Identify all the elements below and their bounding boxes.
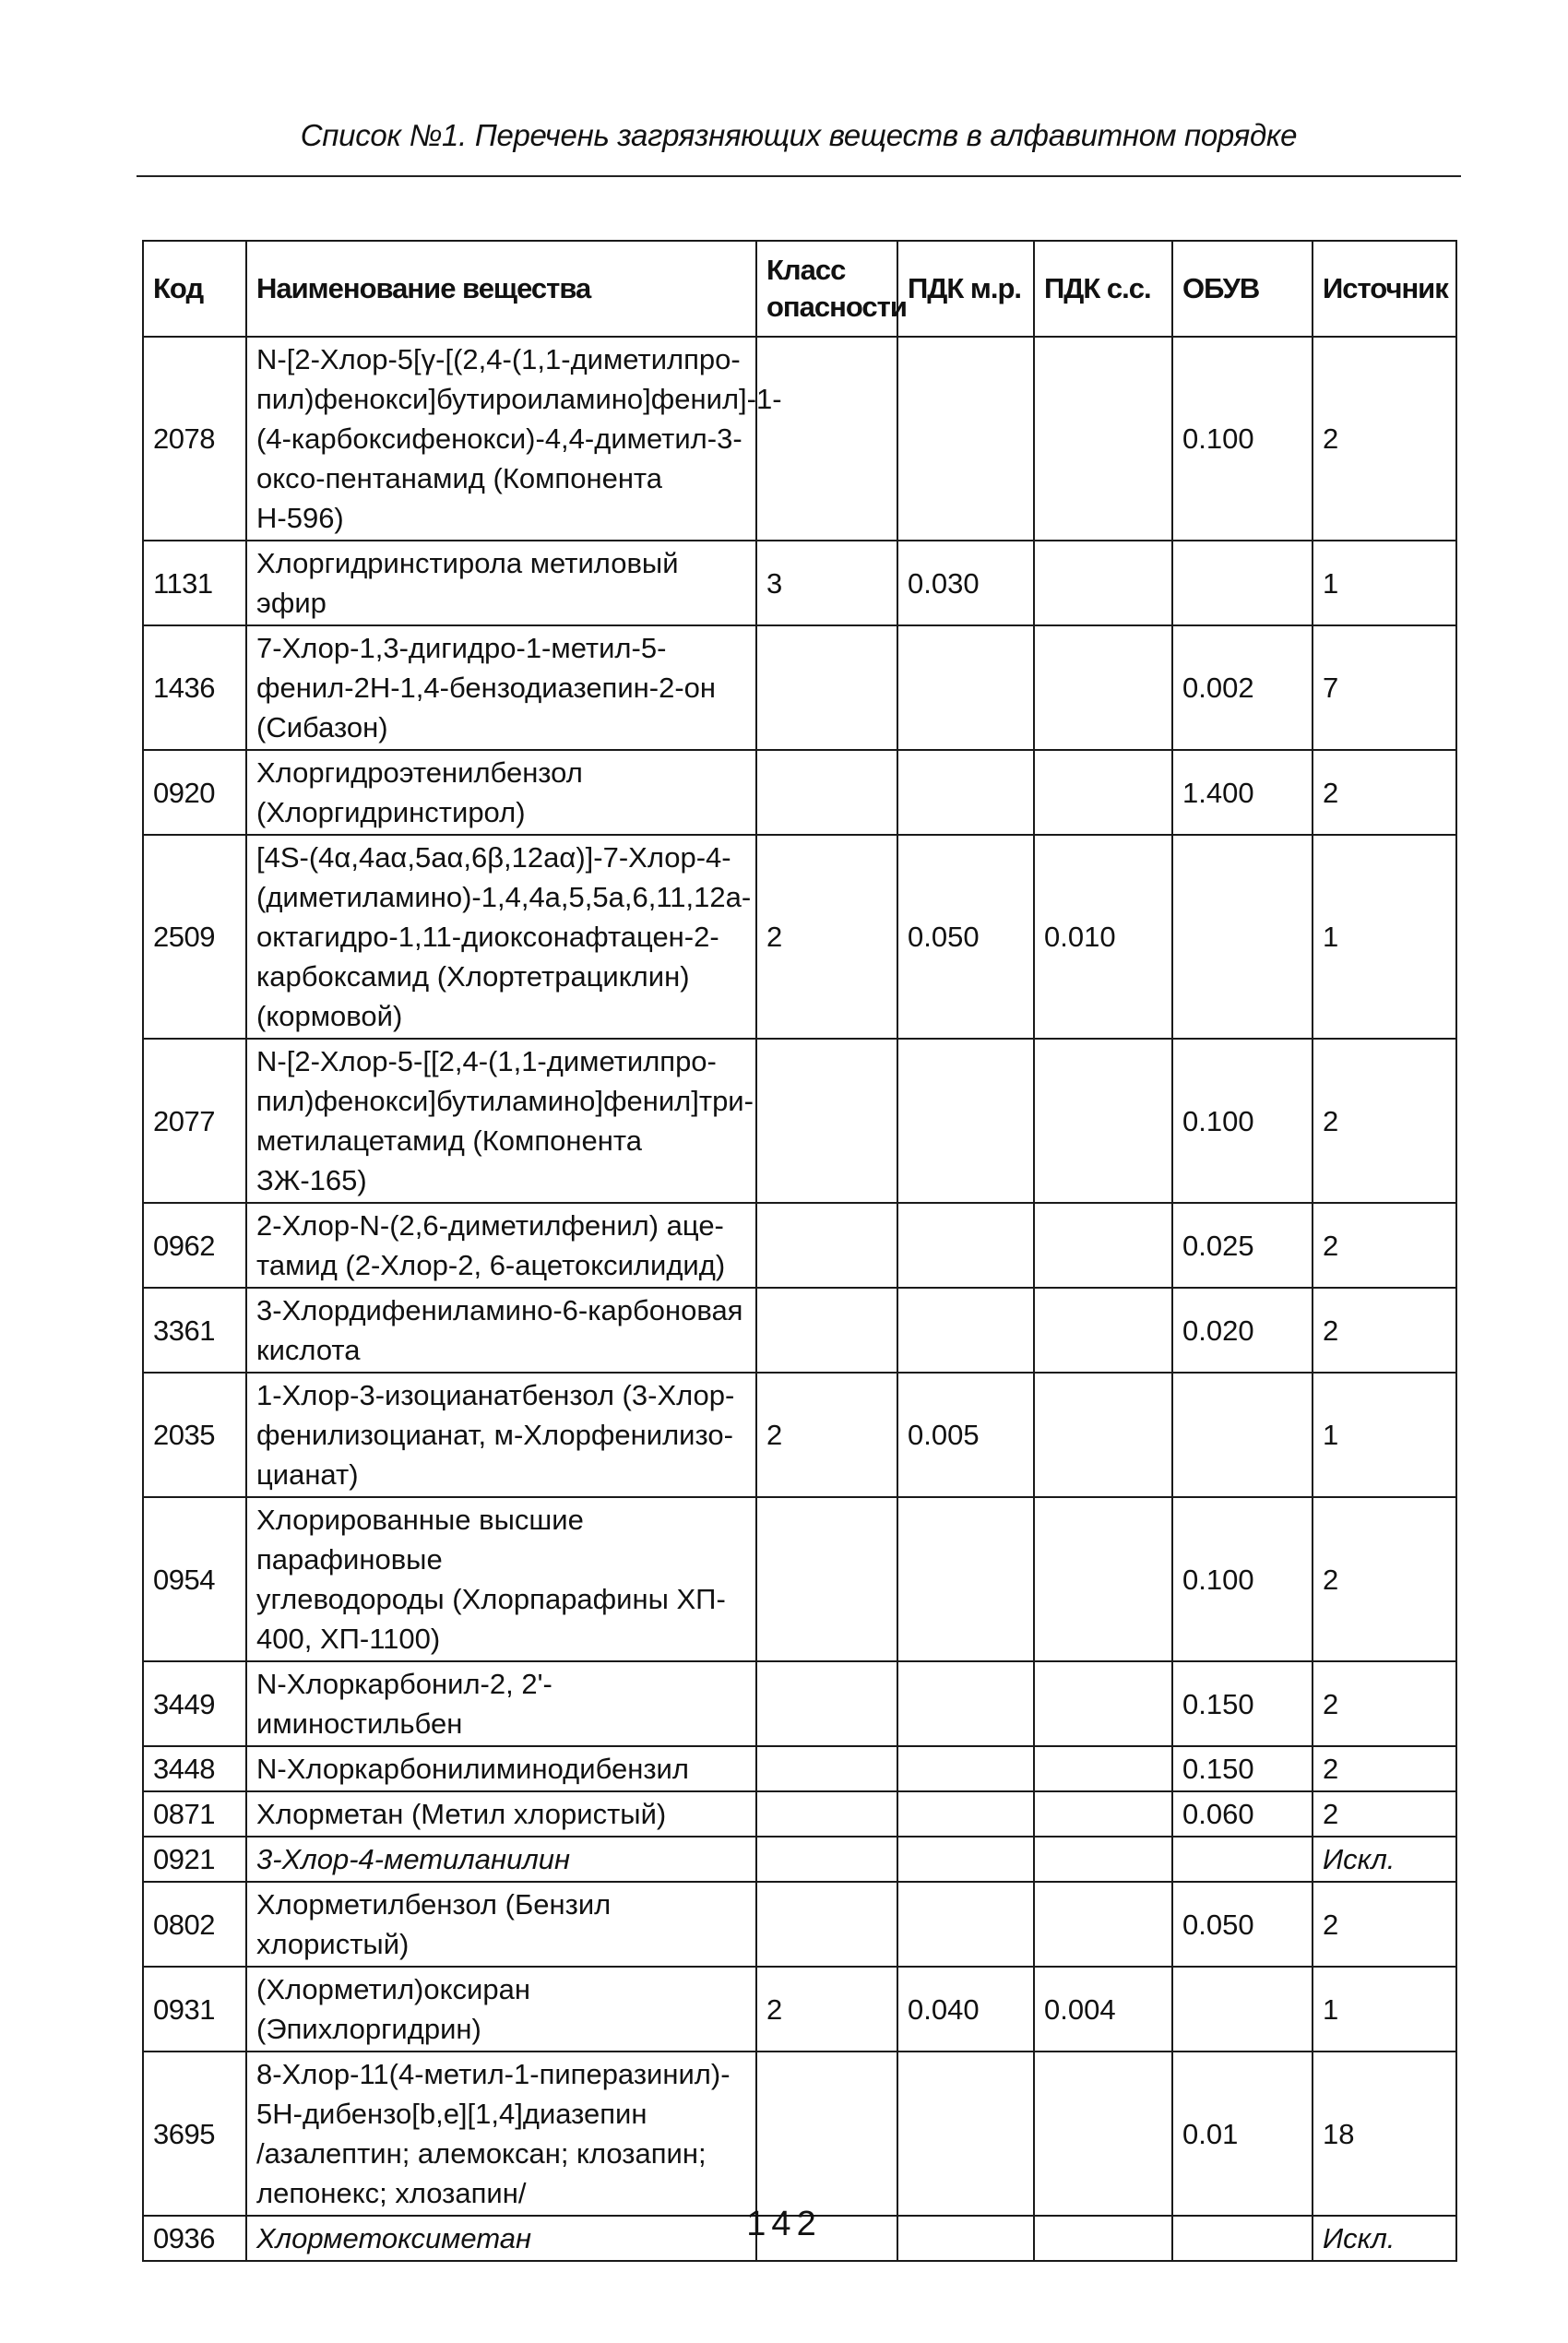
cell-pdk-ss: 0.010 <box>1034 835 1172 1039</box>
cell-source: 2 <box>1313 1039 1456 1203</box>
cell-code: 0802 <box>143 1882 246 1967</box>
cell-pdk-ss <box>1034 2052 1172 2216</box>
cell-source: 2 <box>1313 1497 1456 1661</box>
table-row <box>143 750 1456 835</box>
cell-hazard-class <box>756 337 897 541</box>
table-row <box>143 1497 1456 1661</box>
cell-pdk-ss <box>1034 1373 1172 1497</box>
cell-pdk-mr: 0.050 <box>897 835 1034 1039</box>
column-header-source: Источник <box>1313 241 1456 337</box>
cell-code: 2077 <box>143 1039 246 1203</box>
table-header-row <box>143 241 1456 337</box>
cell-substance-name: N-Хлоркарбонил-2, 2'-иминостильбен <box>246 1661 756 1746</box>
cell-pdk-mr <box>897 1661 1034 1746</box>
cell-obuv: 0.025 <box>1172 1203 1313 1288</box>
cell-hazard-class <box>756 1746 897 1791</box>
cell-obuv: 0.150 <box>1172 1746 1313 1791</box>
cell-source: 7 <box>1313 625 1456 750</box>
table-row <box>143 1288 1456 1373</box>
cell-code: 0921 <box>143 1837 246 1882</box>
cell-obuv: 0.002 <box>1172 625 1313 750</box>
cell-source: 2 <box>1313 1288 1456 1373</box>
column-header-pdk-mr: ПДК м.р. <box>897 241 1034 337</box>
cell-code: 3695 <box>143 2052 246 2216</box>
cell-pdk-ss <box>1034 1039 1172 1203</box>
cell-substance-name: Хлорированные высшие парафиновые углеводороды (Хлорпарафины ХП- 400, ХП-1100) <box>246 1497 756 1661</box>
cell-source: 2 <box>1313 750 1456 835</box>
cell-pdk-ss <box>1034 1288 1172 1373</box>
table-row <box>143 1203 1456 1288</box>
cell-substance-name: Хлорметилбензол (Бензил хлористый) <box>246 1882 756 1967</box>
cell-code: 0920 <box>143 750 246 835</box>
cell-source: 2 <box>1313 1203 1456 1288</box>
cell-pdk-mr <box>897 1882 1034 1967</box>
table-row <box>143 1661 1456 1746</box>
cell-pdk-mr <box>897 1039 1034 1203</box>
cell-hazard-class <box>756 1837 897 1882</box>
cell-source: 1 <box>1313 835 1456 1039</box>
cell-source: 2 <box>1313 337 1456 541</box>
column-header-code: Код <box>143 241 246 337</box>
cell-pdk-mr <box>897 750 1034 835</box>
cell-pdk-mr <box>897 1203 1034 1288</box>
cell-code: 0962 <box>143 1203 246 1288</box>
cell-pdk-mr <box>897 1791 1034 1837</box>
cell-obuv <box>1172 835 1313 1039</box>
cell-substance-name: 3-Хлор-4-метиланилин <box>246 1837 756 1882</box>
cell-code: 0936 <box>143 2216 246 2261</box>
cell-pdk-mr <box>897 1288 1034 1373</box>
cell-obuv: 0.150 <box>1172 1661 1313 1746</box>
cell-obuv: 0.100 <box>1172 1497 1313 1661</box>
cell-code: 0931 <box>143 1967 246 2052</box>
cell-substance-name: N-[2-Хлор-5-[[2,4-(1,1-диметилпро- пил)фенокси]бутиламино]фенил]три- метилацетамид (Компонента ЗЖ-165) <box>246 1039 756 1203</box>
cell-code: 1131 <box>143 541 246 625</box>
cell-obuv <box>1172 1967 1313 2052</box>
header-divider <box>137 175 1461 177</box>
cell-hazard-class: 2 <box>756 1967 897 2052</box>
cell-substance-name: N-Хлоркарбонилиминодибензил <box>246 1746 756 1791</box>
cell-pdk-ss <box>1034 1203 1172 1288</box>
column-header-pdk-ss: ПДК с.с. <box>1034 241 1172 337</box>
cell-hazard-class: 2 <box>756 1373 897 1497</box>
table-row <box>143 1882 1456 1967</box>
cell-code: 3448 <box>143 1746 246 1791</box>
cell-substance-name: (Хлорметил)оксиран (Эпихлоргидрин) <box>246 1967 756 2052</box>
cell-source: 18 <box>1313 2052 1456 2216</box>
page-number: 142 <box>746 2205 822 2243</box>
cell-hazard-class <box>756 1661 897 1746</box>
cell-pdk-mr <box>897 337 1034 541</box>
cell-source: Искл. <box>1313 2216 1456 2261</box>
cell-obuv: 1.400 <box>1172 750 1313 835</box>
cell-source: 1 <box>1313 1967 1456 2052</box>
cell-obuv: 0.060 <box>1172 1791 1313 1837</box>
cell-substance-name: Хлоргидринстирола метиловый эфир <box>246 541 756 625</box>
cell-substance-name: Хлоргидроэтенилбензол (Хлоргидринстирол) <box>246 750 756 835</box>
cell-pdk-mr <box>897 2052 1034 2216</box>
cell-code: 3361 <box>143 1288 246 1373</box>
cell-pdk-ss <box>1034 1661 1172 1746</box>
cell-hazard-class <box>756 750 897 835</box>
cell-pdk-mr: 0.005 <box>897 1373 1034 1497</box>
cell-source: 2 <box>1313 1791 1456 1837</box>
cell-source: 2 <box>1313 1882 1456 1967</box>
table-row <box>143 835 1456 1039</box>
cell-code: 2078 <box>143 337 246 541</box>
cell-hazard-class <box>756 1288 897 1373</box>
cell-code: 0871 <box>143 1791 246 1837</box>
column-header-hazard-class: Класс опасности <box>756 241 897 337</box>
cell-pdk-ss <box>1034 750 1172 835</box>
cell-source: 1 <box>1313 1373 1456 1497</box>
cell-pdk-mr: 0.030 <box>897 541 1034 625</box>
cell-obuv: 0.01 <box>1172 2052 1313 2216</box>
cell-pdk-mr <box>897 1497 1034 1661</box>
cell-pdk-ss <box>1034 625 1172 750</box>
cell-pdk-mr <box>897 625 1034 750</box>
cell-pdk-mr: 0.040 <box>897 1967 1034 2052</box>
column-header-obuv: ОБУВ <box>1172 241 1313 337</box>
cell-code: 0954 <box>143 1497 246 1661</box>
cell-pdk-ss <box>1034 1837 1172 1882</box>
cell-obuv <box>1172 1837 1313 1882</box>
pollutants-table <box>142 240 1457 2262</box>
cell-pdk-ss <box>1034 1882 1172 1967</box>
table-row <box>143 1039 1456 1203</box>
cell-obuv: 0.100 <box>1172 1039 1313 1203</box>
cell-substance-name: 3-Хлордифениламино-6-карбоновая кислота <box>246 1288 756 1373</box>
table-body <box>143 337 1456 2261</box>
table-row <box>143 1373 1456 1497</box>
table-row <box>143 1746 1456 1791</box>
cell-substance-name: 7-Хлор-1,3-дигидро-1-метил-5- фенил-2Н-1,4-бензодиазепин-2-он (Сибазон) <box>246 625 756 750</box>
cell-hazard-class: 2 <box>756 835 897 1039</box>
cell-pdk-ss <box>1034 1791 1172 1837</box>
table-row <box>143 1967 1456 2052</box>
cell-obuv <box>1172 541 1313 625</box>
cell-pdk-ss: 0.004 <box>1034 1967 1172 2052</box>
cell-source: 2 <box>1313 1746 1456 1791</box>
cell-obuv: 0.100 <box>1172 337 1313 541</box>
table-row <box>143 1791 1456 1837</box>
cell-pdk-ss <box>1034 541 1172 625</box>
table-row <box>143 541 1456 625</box>
cell-hazard-class <box>756 1497 897 1661</box>
cell-pdk-ss <box>1034 1497 1172 1661</box>
table-row <box>143 2052 1456 2216</box>
cell-hazard-class <box>756 1039 897 1203</box>
cell-obuv: 0.020 <box>1172 1288 1313 1373</box>
cell-substance-name: Хлорметан (Метил хлористый) <box>246 1791 756 1837</box>
cell-source: Искл. <box>1313 1837 1456 1882</box>
table-row <box>143 1837 1456 1882</box>
page-header-title: Список №1. Перечень загрязняющих веществ в алфавитном порядке <box>300 118 1298 152</box>
cell-substance-name: 2-Хлор-N-(2,6-диметилфенил) аце- тамид (2-Хлор-2, 6-ацетоксилидид) <box>246 1203 756 1288</box>
cell-hazard-class <box>756 1791 897 1837</box>
table-row <box>143 625 1456 750</box>
cell-substance-name: N-[2-Хлор-5[γ-[(2,4-(1,1-диметилпро- пил)фенокси]бутироиламино]фенил]-1- (4-карбоксифенокси)-4,4-диметил-3- оксо-пентанамид (Компонента Н-596) <box>246 337 756 541</box>
cell-code: 2035 <box>143 1373 246 1497</box>
cell-hazard-class <box>756 1882 897 1967</box>
cell-obuv: 0.050 <box>1172 1882 1313 1967</box>
cell-code: 2509 <box>143 835 246 1039</box>
cell-hazard-class <box>756 1203 897 1288</box>
cell-hazard-class <box>756 2052 897 2216</box>
cell-substance-name: [4S-(4α,4aα,5aα,6β,12aα)]-7-Хлор-4- (диметиламино)-1,4,4a,5,5a,6,11,12a- октагидро-1,11-диоксонафтацен-2- карбоксамид (Хлортетрациклин) (кормовой) <box>246 835 756 1039</box>
cell-code: 1436 <box>143 625 246 750</box>
cell-hazard-class <box>756 625 897 750</box>
table-row <box>143 337 1456 541</box>
cell-substance-name: 8-Хлор-11(4-метил-1-пиперазинил)- 5Н-дибензо[b,e][1,4]диазепин /азалептин; алемоксан; клозапин; лепонекс; хлозапин/ <box>246 2052 756 2216</box>
cell-pdk-mr <box>897 1837 1034 1882</box>
cell-pdk-ss <box>1034 1746 1172 1791</box>
cell-pdk-mr <box>897 1746 1034 1791</box>
cell-substance-name: 1-Хлор-3-изоцианатбензол (3-Хлор- фенилизоцианат, м-Хлорфенилизо- цианат) <box>246 1373 756 1497</box>
cell-source: 1 <box>1313 541 1456 625</box>
cell-code: 3449 <box>143 1661 246 1746</box>
cell-hazard-class: 3 <box>756 541 897 625</box>
cell-obuv <box>1172 1373 1313 1497</box>
column-header-name: Наименование вещества <box>246 241 756 337</box>
cell-substance-name: Хлорметоксиметан <box>246 2216 756 2261</box>
cell-source: 2 <box>1313 1661 1456 1746</box>
cell-pdk-ss <box>1034 337 1172 541</box>
